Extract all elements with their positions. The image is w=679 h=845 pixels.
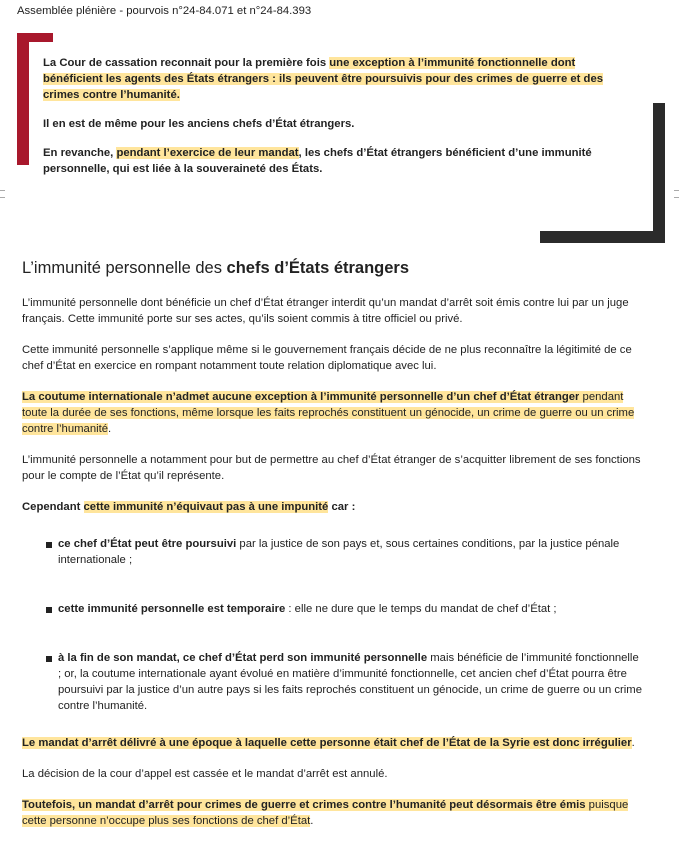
page-edge-mark-right (674, 190, 679, 198)
summary-box (17, 33, 665, 243)
paragraph: Cependant cette immunité n’équivaut pas à une impunité car : (22, 501, 356, 513)
accent-bar-dark (653, 103, 665, 243)
paragraph: L’immunité personnelle dont bénéficie un chef d’État étranger interdit qu’un mandat d’arrêt soit émis contre lui par un juge français. Cette immunité porte sur ses actes, qu’ils soient commis à titre officiel ou privé. (22, 297, 629, 325)
list-item: cette immunité personnelle est temporaire : elle ne dure que le temps du mandat de chef d’État ; (58, 601, 644, 617)
bullet-list (22, 536, 644, 714)
paragraph: Cette immunité personnelle s’applique même si le gouvernement français décide de ne plus reconnaître la légitimité de ce chef d’État en exercice en rompant notamment toute relation diplomatique avec lui. (22, 344, 632, 372)
list-item: ce chef d’État peut être poursuivi par la justice de son pays et, sous certaines conditions, par la justice pénale internationale ; (58, 536, 644, 568)
section-body (22, 295, 644, 844)
paragraph: Le mandat d’arrêt délivré à une époque à laquelle cette personne était chef de l’État de la Syrie est donc irrégulier. (22, 737, 635, 749)
summary-paragraph: En revanche, pendant l’exercice de leur mandat, les chefs d’État étrangers bénéficient d’une immunité personnelle, qui est liée à la souveraineté des États. (43, 147, 592, 175)
bullet-icon (46, 607, 52, 613)
list-item: à la fin de son mandat, ce chef d’État perd son immunité personnelle mais bénéficie de l’immunité fonctionnelle ; or, la coutume internationale ayant évolué en matière d’immunité fonctionnelle, cet ancien chef d’État pourra être poursuivi par la justice d’un autre pays si les faits reprochés constituent un génocide, un crime de guerre ou un crime contre l’humanité. (58, 650, 644, 714)
paragraph: La décision de la cour d’appel est cassée et le mandat d’arrêt est annulé. (22, 768, 388, 780)
summary-paragraph: La Cour de cassation reconnait pour la première fois une exception à l’immunité fonctionnelle dont bénéficient les agents des États étrangers : ils peuvent être poursuivis pour des crimes de guerre et des crimes contre l’humanité. (43, 57, 604, 101)
summary-text (43, 55, 613, 190)
page-edge-mark-left (0, 190, 5, 198)
paragraph: La coutume internationale n’admet aucune exception à l’immunité personnelle d’un chef d’État étranger pendant toute la durée de ses fonctions, même lorsque les faits reprochés constituent un génocide, un crime de guerre ou un crime contre l’humanité. (22, 391, 635, 435)
bullet-icon (46, 542, 52, 548)
paragraph: Toutefois, un mandat d’arrêt pour crimes de guerre et crimes contre l’humanité peut désormais être émis puisque cette personne n’occupe plus ses fonctions de chef d’État. (22, 799, 629, 827)
accent-bar-red (17, 33, 29, 165)
paragraph: L’immunité personnelle a notamment pour but de permettre au chef d’État étranger de s’acquitter librement de ses fonctions pour le compte de l’État qu’il représente. (22, 454, 641, 482)
accent-bar-dark-bottom (540, 231, 665, 243)
summary-paragraph: Il en est de même pour les anciens chefs d’État étrangers. (43, 118, 355, 130)
accent-bar-red-top (17, 33, 53, 42)
section-title: L’immunité personnelle des chefs d’États étrangers (22, 259, 410, 277)
page-header: Assemblée plénière - pourvois n°24-84.071 et n°24-84.393 (17, 5, 312, 17)
bullet-icon (46, 656, 52, 662)
